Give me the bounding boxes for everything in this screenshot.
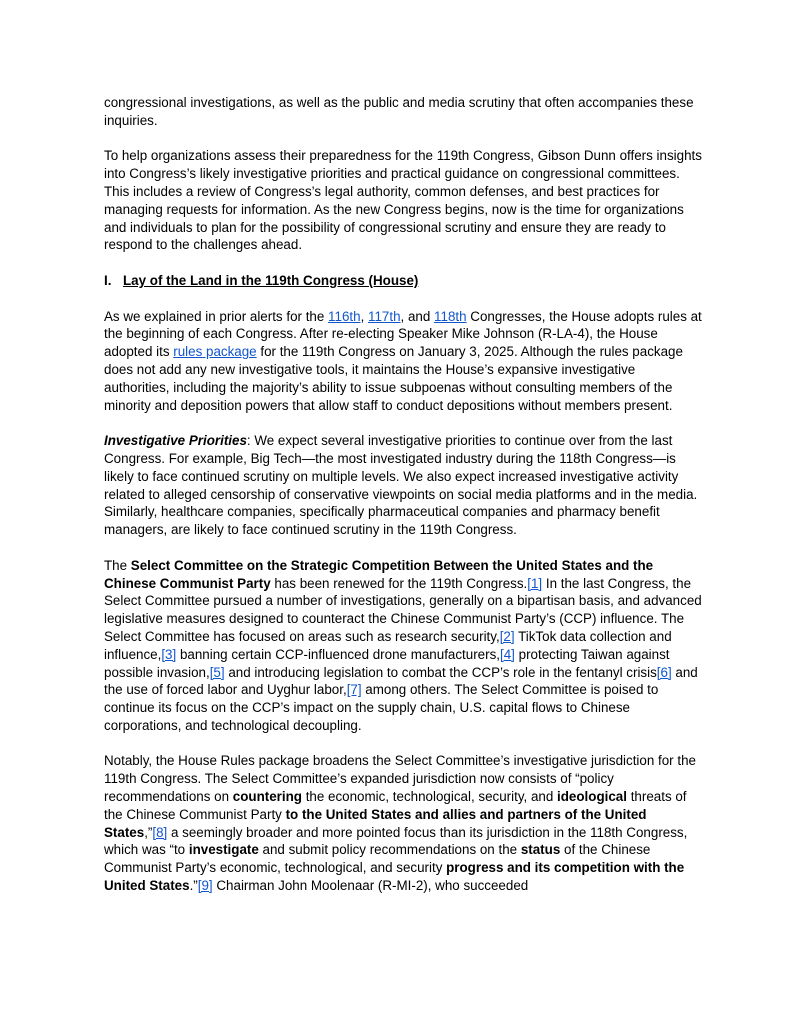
footnote-link-8[interactable]: [8]	[152, 824, 168, 840]
text-span: : We expect several investigative priorities to continue over from the last Congress. For example, Big Tech—the most investigated industry during the 118th Congress—is likely to face continued scrutiny on multiple levels. We also expect increased investigative activity related to alleged censorship of conservative viewpoints on social media platforms and in the media. Similarly, healthcare companies, specifically pharmaceutical companies and pharmacy benefit managers, are likely to face continued scrutiny in the 119th Congress.	[104, 433, 698, 538]
document-body	[104, 94, 704, 913]
footnote-link-7[interactable]: [7]	[346, 682, 362, 698]
text-span: has been renewed for the 119th Congress.	[270, 575, 528, 591]
text-span: Chairman John Moolenaar (R-MI-2), who succeeded	[212, 878, 529, 894]
text-span: The	[104, 557, 131, 573]
text-span: ,”	[144, 824, 153, 840]
footnote-link-5[interactable]: [5]	[209, 664, 225, 680]
bold-span: ideological	[557, 789, 627, 805]
section-title: Lay of the Land in the 119th Congress (House)	[123, 272, 419, 288]
footnote-link-4[interactable]: [4]	[500, 646, 515, 662]
paragraph-investigative-priorities	[104, 432, 704, 539]
footnote-link-9[interactable]: [9]	[197, 878, 213, 894]
link-rules-package[interactable]: rules package	[173, 344, 257, 360]
text-span: protecting Taiwan against possible invasion,	[104, 646, 670, 680]
text-span: a seemingly broader and more pointed focus than its jurisdiction in the 118th Congress, which was “to	[104, 824, 688, 858]
text-span: Congresses, the House adopts rules at the beginning of each Congress. After re-electing Speaker Mike Johnson (R-LA-4), the House adopted its	[104, 308, 702, 360]
section-heading	[104, 272, 704, 290]
text-span: the economic, technological, security, and	[301, 789, 558, 805]
link-117th-congress[interactable]: 117th	[368, 308, 401, 324]
footnote-link-2[interactable]: [2]	[499, 628, 515, 644]
bold-span: to the United States and allies and partners of the United States	[104, 806, 647, 840]
section-number: I.	[104, 272, 112, 288]
text-span: ,	[360, 308, 369, 324]
paragraph-intro-continued: congressional investigations, as well as the public and media scrutiny that often accompanies these inquiries.	[104, 95, 694, 128]
text-span: of the Chinese Communist Party’s economic, technological, and security	[104, 842, 651, 876]
bold-span: progress and its competition with the United States	[104, 860, 685, 894]
text-span: In the last Congress, the Select Committee pursued a number of investigations, generally on a bipartisan basis, and advanced legislative measures designed to counteract the Chinese Communist Party’s (CCP) influence. The Select Committee has focused on areas such as research security,	[104, 575, 702, 644]
footnote-link-6[interactable]: [6]	[656, 664, 672, 680]
text-span: and the use of forced labor and Uyghur labor,	[104, 664, 698, 698]
text-span: TikTok data collection and influence,	[104, 628, 672, 662]
paragraph-select-committee	[104, 557, 704, 735]
text-span: Notably, the House Rules package broadens the Select Committee’s investigative jurisdiction for the 119th Congress. The Select Committee’s expanded jurisdiction now consists of “policy recommendations on	[104, 753, 696, 805]
text-span: for the 119th Congress on January 3, 2025. Although the rules package does not add any new investigative tools, it maintains the House’s expansive investigative authorities, including the majority’s ability to issue subpoenas without consulting members of the minority and deposition powers that allow staff to conduct depositions without members present.	[104, 344, 683, 413]
text-span: , and	[400, 308, 435, 324]
text-span: banning certain CCP-influenced drone manufacturers,	[176, 646, 501, 662]
paragraph-preparedness: To help organizations assess their preparedness for the 119th Congress, Gibson Dunn offers insights into Congress’s likely investigative priorities and practical guidance on congressional committees. This includes a review of Congress’s legal authority, common defenses, and best practices for managing requests for information. As the new Congress begins, now is the time for organizations and individuals to plan for the possibility of congressional scrutiny and ensure they are ready to respond to the challenges ahead.	[104, 148, 702, 253]
bold-span: investigate	[188, 842, 259, 858]
paragraph-jurisdiction	[104, 752, 704, 894]
text-span: As we explained in prior alerts for the	[104, 308, 329, 324]
link-116th-congress[interactable]: 116th	[328, 308, 361, 324]
priorities-label: Investigative Priorities	[104, 433, 247, 449]
bold-span: status	[520, 842, 561, 858]
footnote-link-1[interactable]: [1]	[527, 575, 543, 591]
bold-span: countering	[232, 789, 302, 805]
paragraph-rules	[104, 308, 704, 415]
select-committee-name: Select Committee on the Strategic Competition Between the United States and the Chinese Communist Party	[104, 557, 654, 591]
footnote-link-3[interactable]: [3]	[161, 646, 177, 662]
text-span: among others. The Select Committee is poised to continue its focus on the CCP’s impact on the supply chain, U.S. capital flows to Chinese corporations, and technological decoupling.	[104, 682, 659, 733]
text-span: .”	[189, 878, 198, 894]
text-span: threats of the Chinese Communist Party	[104, 789, 687, 822]
link-118th-congress[interactable]: 118th	[434, 308, 467, 324]
text-span: and introducing legislation to combat the CCP’s role in the fentanyl crisis	[224, 664, 657, 680]
text-span: and submit policy recommendations on the	[258, 842, 521, 858]
